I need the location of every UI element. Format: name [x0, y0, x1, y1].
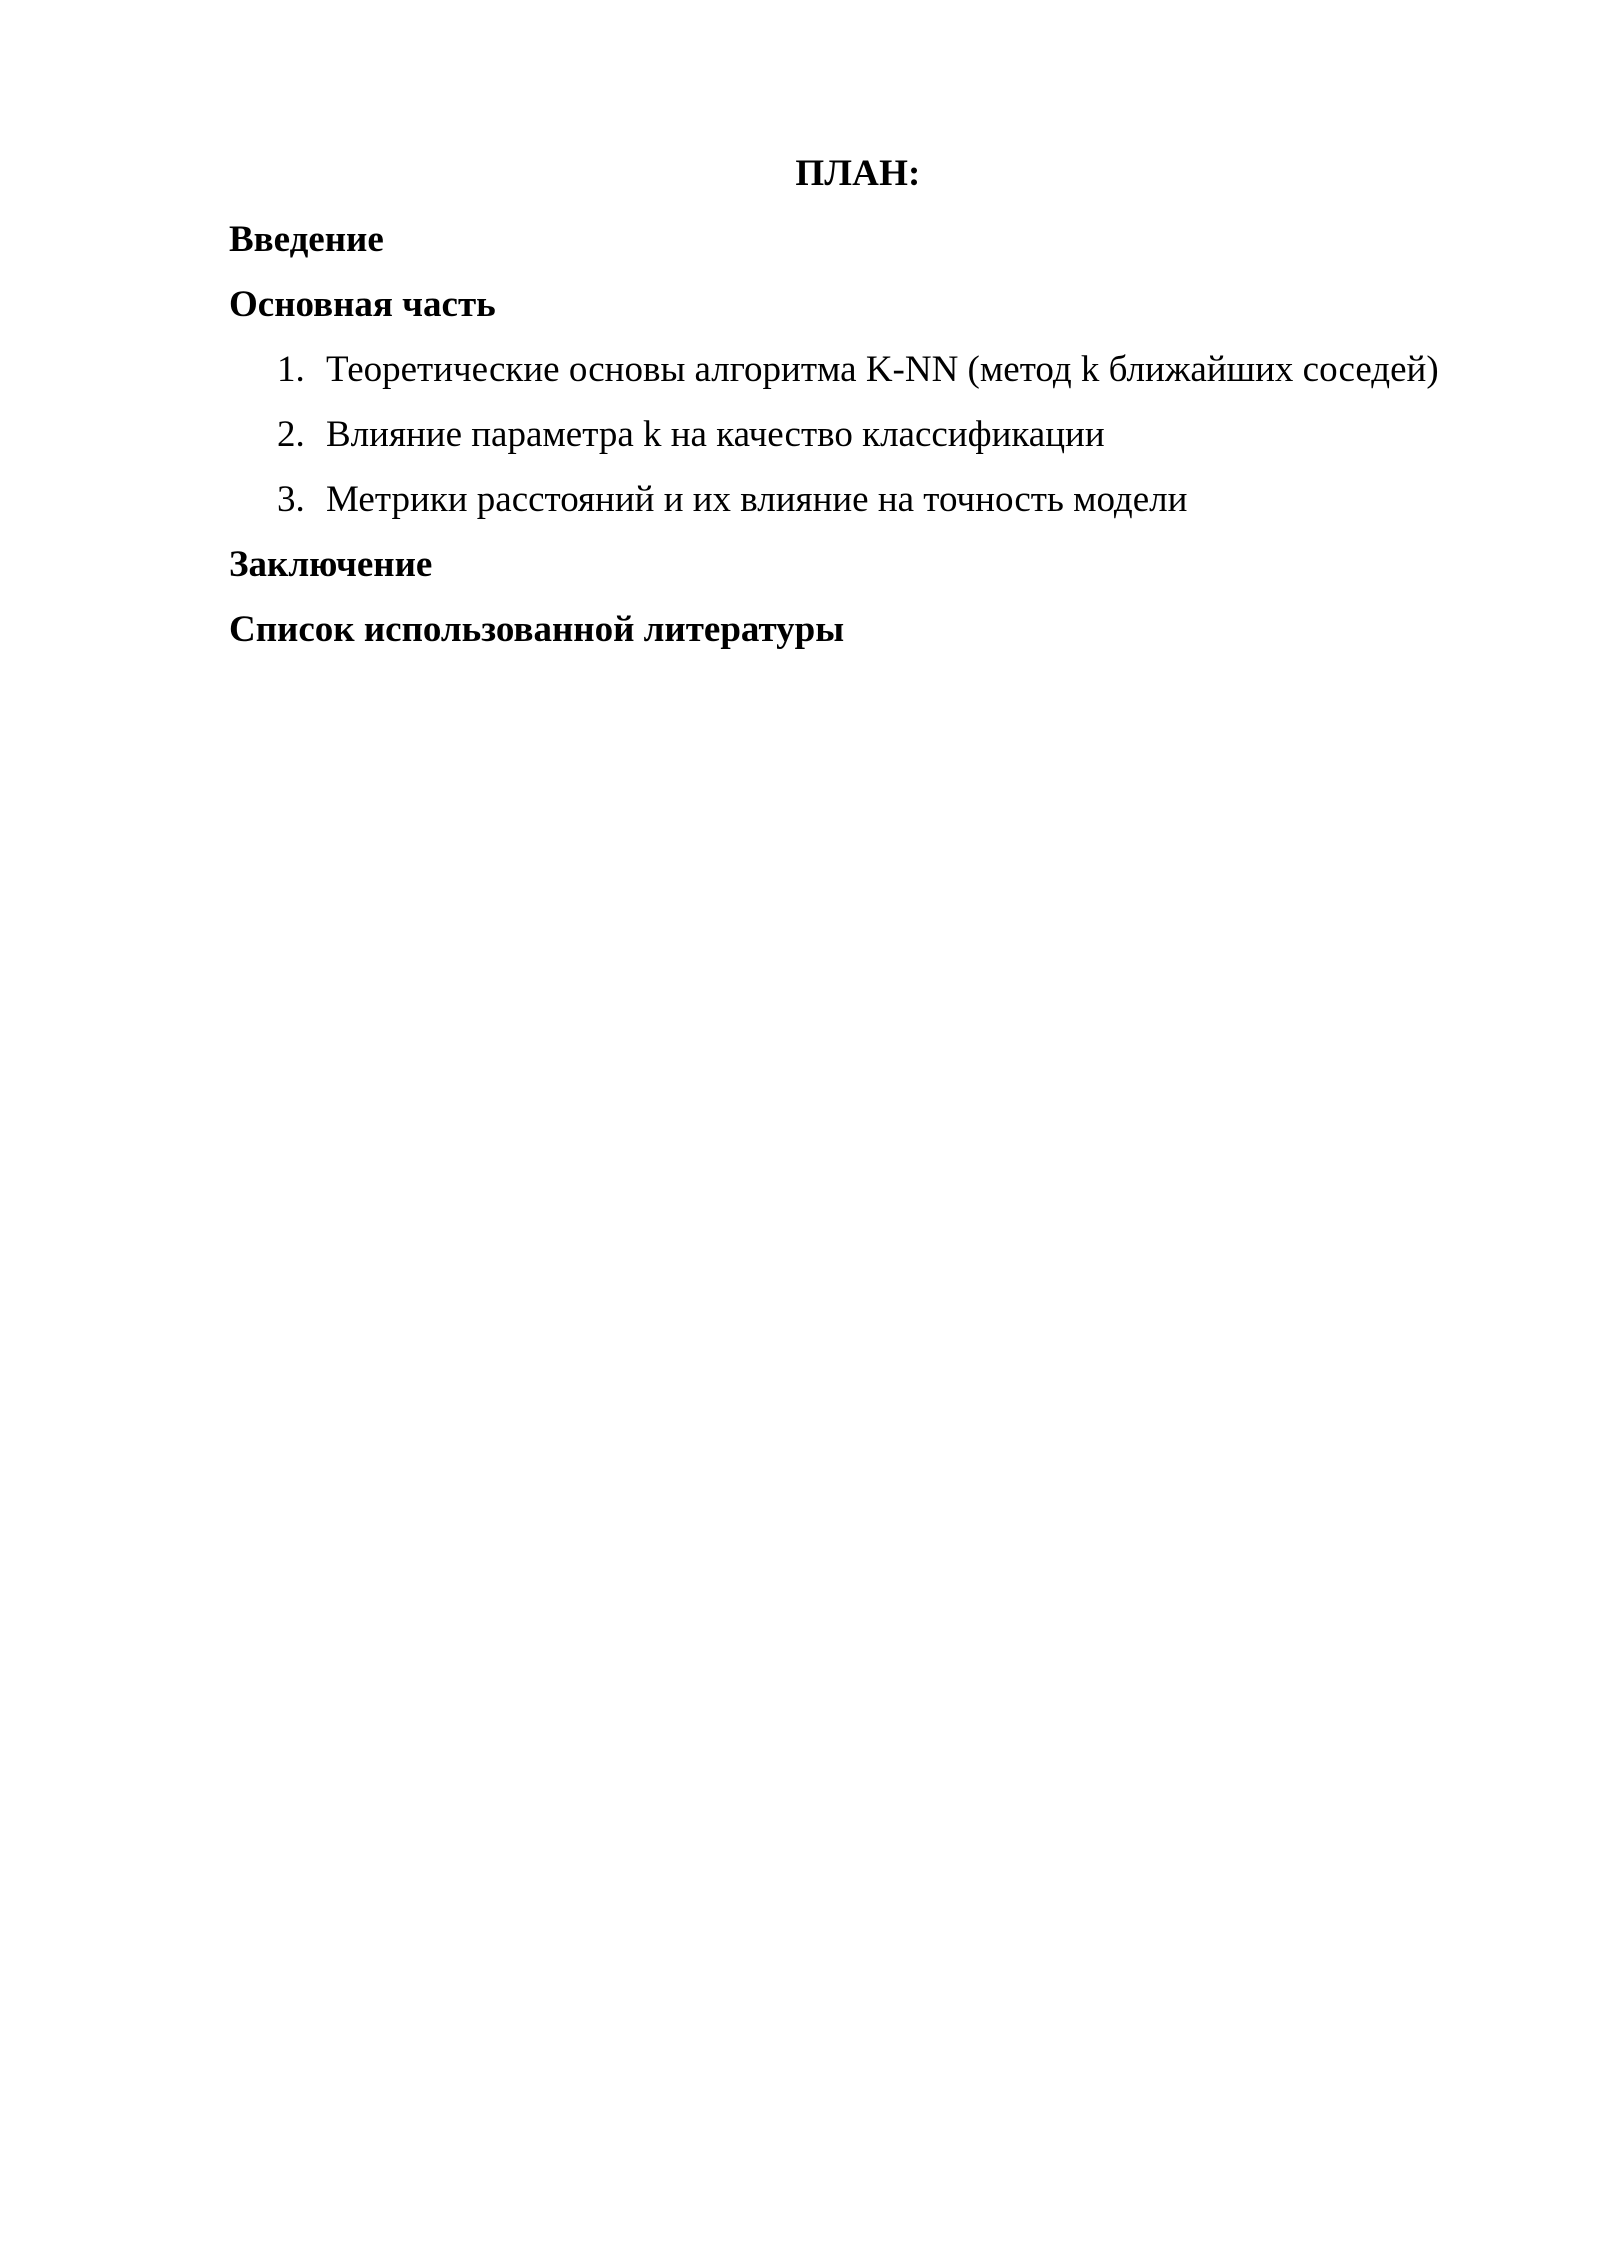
list-item-text: Влияние параметра k на качество классификации: [326, 414, 1105, 455]
list-item: [277, 413, 1105, 457]
list-item-number: 2.: [277, 414, 305, 455]
section-references: Список использованной литературы: [229, 609, 845, 650]
list-item: [277, 478, 1187, 522]
list-item-number: 1.: [277, 349, 305, 390]
section-introduction: Введение: [229, 219, 384, 260]
section-main-part: Основная часть: [229, 284, 496, 325]
list-item-text: Теоретические основы алгоритма K-NN (метод k ближайших соседей): [326, 349, 1439, 390]
plan-title: ПЛАН:: [795, 153, 921, 194]
section-conclusion: Заключение: [229, 544, 433, 585]
list-item: [277, 348, 1439, 392]
list-item-number: 3.: [277, 479, 305, 520]
list-item-text: Метрики расстояний и их влияние на точность модели: [326, 479, 1188, 520]
